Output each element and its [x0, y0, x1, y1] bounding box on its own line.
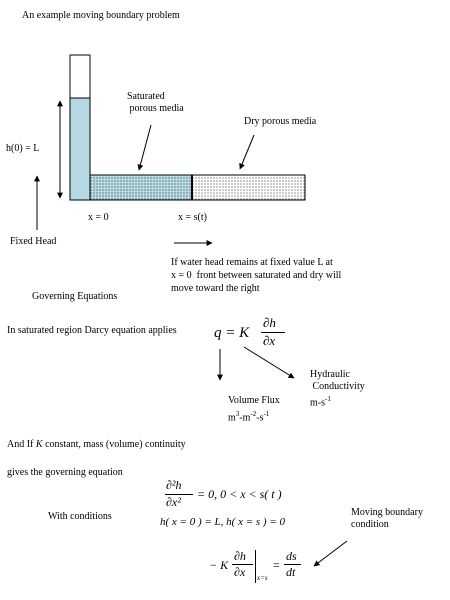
x0-label: x = 0: [88, 212, 109, 223]
mb-eq: =: [273, 558, 280, 572]
dry-region: [192, 175, 305, 200]
darcy-intro: In saturated region Darcy equation applies: [7, 325, 177, 336]
darcy-num: ∂h: [263, 315, 276, 330]
dry-arrow: [240, 135, 254, 169]
mb-den: ∂x: [234, 565, 246, 579]
head-label: h(0) = L: [6, 143, 40, 154]
and-if-line: [7, 439, 186, 451]
moving-boundary-label: Moving boundary condition: [351, 507, 423, 530]
dry-label: Dry porous media: [244, 116, 317, 127]
boundary-conditions: h( x = 0 ) = L, h( x = s ) = 0: [160, 516, 286, 528]
mb-rnum: ds: [286, 549, 297, 563]
gives-line: gives the governing equation: [7, 467, 123, 478]
xs-label: x = s(t): [178, 212, 207, 223]
saturated-region: [90, 175, 192, 200]
darcy-lhs: q = K: [214, 325, 250, 341]
hydraulic-label: [310, 369, 365, 409]
units-m: m: [228, 412, 236, 424]
with-conditions-label: With conditions: [48, 511, 112, 522]
conductivity-arrow: [244, 347, 294, 378]
mb-rden: dt: [286, 565, 296, 579]
saturated-label: Saturated porous media: [127, 91, 184, 114]
fixed-head-label: Fixed Head: [10, 236, 57, 247]
moving-boundary-arrow: [314, 541, 347, 566]
front-note: If water head remains at fixed value L at x = 0 front between saturated and dry will move toward the right: [171, 257, 342, 294]
governing-heading: Governing Equations: [32, 291, 118, 302]
mb-eval-bar: [255, 550, 256, 583]
water-fill: [70, 98, 90, 200]
saturated-arrow: [139, 125, 151, 170]
mb-num: ∂h: [234, 549, 246, 563]
mb-lhs: − K: [209, 558, 229, 572]
and-if-suffix: constant, mass (volume) continuity: [42, 439, 186, 450]
pde-rest: = 0, 0 < x < s( t ): [197, 487, 282, 501]
hydraulic-sup: -1: [325, 395, 331, 403]
page-title: An example moving boundary problem: [22, 10, 180, 21]
and-if-prefix: And If: [7, 439, 36, 450]
volume-flux-units: $m^3-m^{-2}-s^{-1}$: [228, 410, 270, 424]
mb-sub: x=s: [257, 574, 268, 582]
hydraulic-text: Hydraulic Conductivity m-s: [310, 369, 365, 409]
volume-flux-label: Volume Flux: [228, 395, 280, 406]
darcy-den: ∂x: [263, 333, 276, 348]
and-if-K: K: [35, 439, 43, 450]
pde-den: ∂x²: [166, 495, 181, 509]
pde-num: ∂²h: [166, 478, 182, 492]
